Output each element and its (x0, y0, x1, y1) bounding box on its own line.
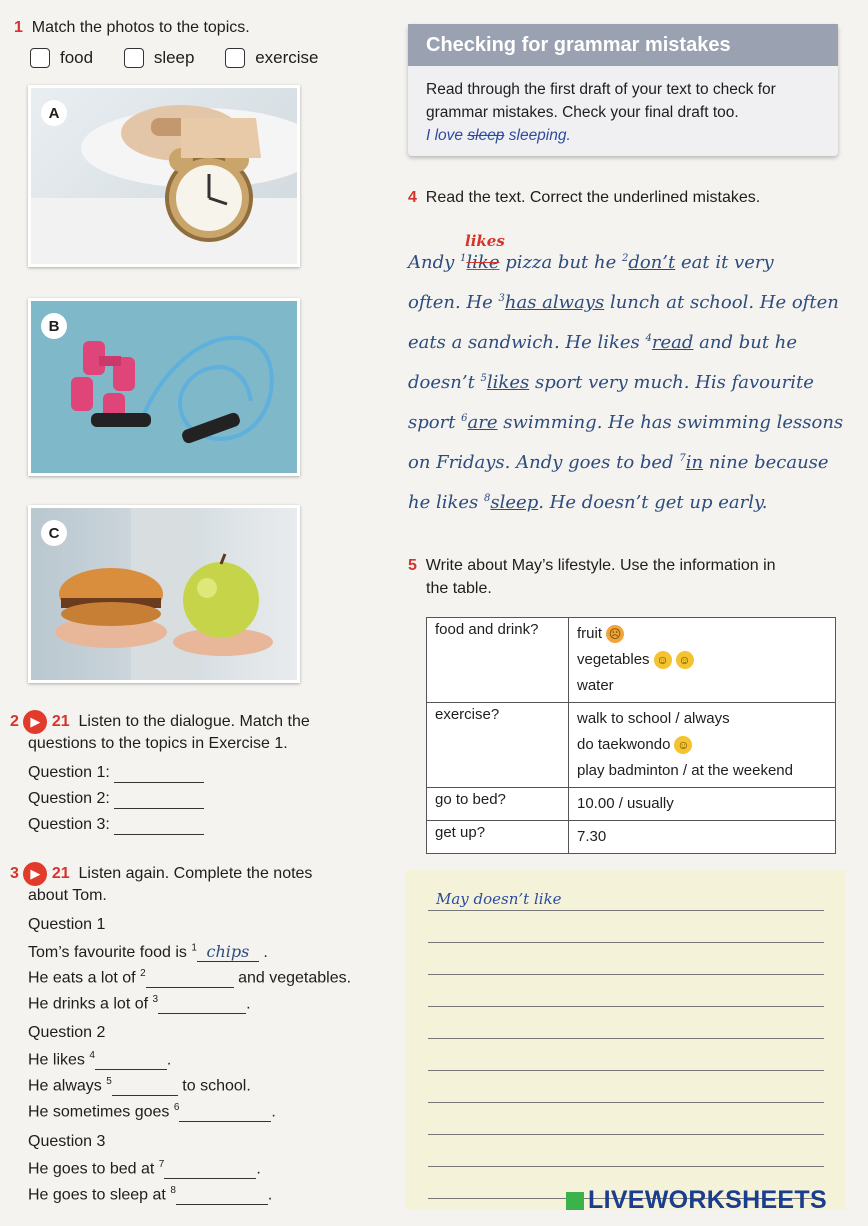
ex3-line-8: He goes to sleep at $^8$ . (28, 1185, 273, 1204)
ex4-story-text: likes Andy $^1$like pizza but he $^2$don’t eat it very often. He $^3$has always lunch at school. He often eats a sandwich. He likes $^4$read and but he doesn’t $^5$likes sport very much. His favourite sport $^6$are swimming. He has swimming lessons on Fridays. Andy goes to bed $^7$in nine because he likes $^8$sleep. He doesn’t get up early. (408, 232, 844, 513)
audio-play-icon[interactable]: ▶ (23, 862, 47, 886)
table-row: get up? 7.30 (427, 821, 836, 854)
smile-face-icon: ☺ (654, 651, 672, 669)
mistake-2[interactable]: don’t (628, 252, 676, 273)
answer-blank[interactable] (95, 1051, 167, 1070)
ex3-heading-line2: about Tom. (28, 887, 107, 904)
ex3-line-1: Tom’s favourite food is $^1$ chips . (28, 942, 268, 961)
grammar-tip-box (408, 24, 838, 156)
answer-blank[interactable] (158, 995, 246, 1014)
mistake-8[interactable]: sleep (490, 492, 539, 513)
lifestyle-table (426, 617, 836, 854)
grammar-tip-body: Read through the first draft of your text to check for grammar mistakes. Check your final draft too. I love sleep sleeping. (408, 66, 838, 147)
answer-blank[interactable] (146, 969, 234, 988)
burger-apple-photo (31, 508, 297, 680)
sad-face-icon: ☹ (606, 625, 624, 643)
ex5-heading: 5 Write about May’s lifestyle. Use the information in (408, 557, 776, 574)
writing-line[interactable] (428, 1006, 824, 1007)
dumbbell-rope-photo (31, 301, 297, 473)
audio-play-icon[interactable]: ▶ (23, 710, 47, 734)
ex3-line-2: He eats a lot of $^2$ and vegetables. (28, 968, 352, 987)
ex2-question-1: Question 1: (28, 764, 204, 783)
answer-blank[interactable] (114, 790, 204, 809)
photo-label-a: A (41, 100, 67, 126)
photo-label-b: B (41, 313, 67, 339)
photo-b (28, 298, 300, 476)
writing-line[interactable] (428, 1102, 824, 1103)
answer-blank[interactable] (164, 1160, 256, 1179)
mistake-7[interactable]: in (685, 452, 704, 473)
alarm-clock-photo (31, 88, 297, 264)
ex3-heading: 3 ▶ 21 Listen again. Complete the notes (10, 862, 312, 886)
logo-icon (566, 1192, 584, 1210)
checkbox[interactable] (124, 48, 144, 68)
grammar-tip-title: Checking for grammar mistakes (408, 24, 838, 66)
writing-line[interactable] (428, 910, 824, 911)
ex2-question-2: Question 2: (28, 790, 204, 809)
ex4-heading: 4 Read the text. Correct the underlined mistakes. (408, 189, 761, 206)
writing-line[interactable] (428, 1134, 824, 1135)
topic-list (30, 48, 345, 73)
ex2-question-3: Question 3: (28, 816, 204, 835)
mistake-5[interactable]: likes (486, 372, 530, 393)
table-row: exercise? walk to school / always do taekwondo ☺ play badminton / at the weekend (427, 703, 836, 788)
table-row: go to bed? 10.00 / usually (427, 788, 836, 821)
mistake-3[interactable]: has always (504, 292, 605, 313)
writing-start: May doesn’t like (436, 890, 562, 908)
answer-blank[interactable] (176, 1186, 268, 1205)
ex5-heading-line2: the table. (426, 580, 492, 597)
topic-exercise[interactable]: exercise (225, 48, 318, 68)
ex3-line-6: He sometimes goes $^6$ . (28, 1102, 276, 1121)
ex3-line-5: He always $^5$ to school. (28, 1076, 251, 1095)
answer-blank[interactable] (179, 1103, 271, 1122)
writing-line[interactable] (428, 974, 824, 975)
ex3-question-1-label: Question 1 (28, 916, 106, 933)
photo-label-c: C (41, 520, 67, 546)
writing-area[interactable] (406, 870, 846, 1210)
answer-blank[interactable] (114, 816, 204, 835)
handwritten-correction: likes (465, 232, 505, 250)
photo-c (28, 505, 300, 683)
ex2-heading: 2 ▶ 21 Listen to the dialogue. Match the (10, 710, 310, 734)
checkbox[interactable] (225, 48, 245, 68)
mistake-4[interactable]: read (651, 332, 694, 353)
answer-blank[interactable] (114, 764, 204, 783)
writing-line[interactable] (428, 1038, 824, 1039)
ex3-line-4: He likes $^4$ . (28, 1050, 172, 1069)
ex3-line-3: He drinks a lot of $^3$ . (28, 994, 251, 1013)
ex3-question-3-label: Question 3 (28, 1133, 106, 1150)
ex3-line-7: He goes to bed at $^7$ . (28, 1159, 261, 1178)
ex1-heading: 1 Match the photos to the topics. (14, 19, 250, 36)
photo-a (28, 85, 300, 267)
mistake-1[interactable]: like (466, 252, 500, 273)
ex3-question-2-label: Question 2 (28, 1024, 106, 1041)
topic-sleep[interactable]: sleep (124, 48, 195, 68)
answer-blank[interactable]: chips (197, 942, 259, 962)
smile-face-icon: ☺ (676, 651, 694, 669)
answer-blank[interactable] (112, 1077, 178, 1096)
mistake-6[interactable]: are (467, 412, 498, 433)
liveworksheets-logo: LIVEWORKSHEETS (566, 1186, 827, 1215)
smile-face-icon: ☺ (674, 736, 692, 754)
checkbox[interactable] (30, 48, 50, 68)
table-row: food and drink? fruit ☹ vegetables ☺ ☺ water (427, 618, 836, 703)
writing-line[interactable] (428, 942, 824, 943)
ex2-heading-line2: questions to the topics in Exercise 1. (28, 735, 288, 752)
topic-food[interactable]: food (30, 48, 93, 68)
writing-line[interactable] (428, 1166, 824, 1167)
grammar-tip-example: I love sleep sleeping. (426, 127, 571, 144)
writing-line[interactable] (428, 1070, 824, 1071)
